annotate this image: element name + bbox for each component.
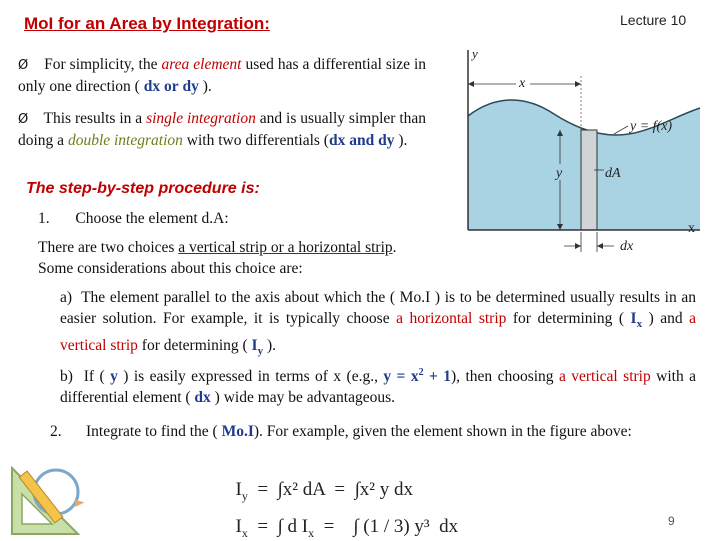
step-1-number: 1. <box>38 210 50 227</box>
item-b-label: b) <box>60 368 73 386</box>
bullet-2 <box>18 108 426 151</box>
step-1-text: Choose the element d.A: <box>75 210 229 227</box>
item-a-end: ). <box>266 337 277 355</box>
procedure-heading: The step-by-step procedure is: <box>26 180 260 197</box>
bullet-2-end: ). <box>398 132 408 149</box>
page-number: 9 <box>668 514 675 528</box>
consideration-a <box>60 287 696 362</box>
item-b-end: ) wide may be advantageous. <box>214 389 396 407</box>
dA-label: dA <box>605 166 621 181</box>
ix-lhs: $I_x$ <box>235 516 248 540</box>
dx-label: dx <box>620 239 634 254</box>
bullet-1-text-2: used has a differential size in only one direction ( <box>18 56 427 95</box>
iy-lhs: $I_y$ <box>235 479 248 503</box>
x-variable-label: x <box>519 76 526 91</box>
x-axis-label: x <box>688 221 695 236</box>
ix-symbol: $I_x$ <box>630 310 643 331</box>
step-2 <box>86 421 696 442</box>
horizontal-strip-term: a horizontal strip <box>396 310 507 327</box>
lecture-label: Lecture 10 <box>620 12 687 28</box>
bullet-marker: Ø <box>18 112 29 127</box>
step-2-number: 2. <box>50 423 62 440</box>
single-integration-term: single integration <box>146 110 256 127</box>
bullet-1-end: ). <box>202 78 212 95</box>
vertical-strip-term-b: a vertical strip <box>558 368 651 386</box>
or-term: or <box>163 78 179 95</box>
double-integration-term: double integration <box>67 132 183 149</box>
choices-outro: . Some considerations about this choice are: <box>38 239 397 277</box>
item-a-label: a) <box>60 289 73 306</box>
iy-symbol: $I_y$ <box>251 337 264 358</box>
slide-title: MoI for an Area by Integration: <box>24 14 270 33</box>
ix-rhs: ∫ (1 / 3) y³ dx <box>353 516 459 537</box>
bullet-1-text: For simplicity, the <box>44 56 158 73</box>
strip-choice-link: a vertical strip or a horizontal strip <box>178 239 393 256</box>
consideration-b <box>60 362 696 408</box>
item-b-text-3: ), then choosing <box>451 368 554 386</box>
item-a-text: The element parallel to the axis about which the ( Mo.I ) is to be determined usually results in an easier solution. For example, it is typically choose <box>60 289 696 327</box>
dx-term-b: dx <box>194 389 211 407</box>
item-a-text-4: for determining ( <box>141 337 248 355</box>
bullet-marker: Ø <box>18 58 29 73</box>
bullet-2-text-3: with two differentials ( <box>186 132 329 149</box>
bullet-1 <box>18 54 426 97</box>
step-1 <box>38 208 229 229</box>
vertical-strip-term: a vertical strip <box>60 310 697 355</box>
item-b-text-4: with a differential element ( <box>60 368 696 407</box>
item-b-text-2: ) is easily expressed in terms of x (e.g., <box>123 368 378 386</box>
equation-ix <box>226 494 458 541</box>
dx-dy-term: dx and dy <box>328 132 395 149</box>
iy-rhs: = ∫x² dA = ∫x² y dx <box>257 479 413 500</box>
moi-term: Mo.I <box>221 423 254 440</box>
dx-term: dx <box>143 78 161 95</box>
item-b-text: If ( <box>83 368 105 386</box>
item-a-text-2: for determining ( <box>512 310 625 327</box>
y-variable-label: y <box>556 166 563 181</box>
area-element-figure <box>454 46 706 262</box>
step-2-text-2: ). For example, given the element shown in the figure above: <box>253 423 632 440</box>
curve-label: y = f(x) <box>630 119 673 134</box>
item-a-text-3: ) and <box>648 310 683 327</box>
dy-term: dy <box>182 78 199 95</box>
ix-eq: = <box>323 516 335 537</box>
ix-mid: = ∫ d $I_x$ <box>257 516 315 540</box>
choices-intro: There are two choices <box>38 239 175 256</box>
vertical-strip <box>581 130 597 230</box>
y-term: y <box>110 368 118 386</box>
example-equation: $y = x^2 + 1$ <box>383 367 452 386</box>
step-2-text: Integrate to find the ( <box>86 423 218 440</box>
bullet-2-text-2: and is usually simpler than doing a <box>18 110 426 149</box>
y-axis-label: y <box>472 46 478 61</box>
geometry-tools-icon <box>6 454 96 538</box>
bullet-1-emphasis: area element <box>161 56 242 73</box>
bullet-2-text: This results in a <box>43 110 143 127</box>
choices-text <box>38 237 434 279</box>
